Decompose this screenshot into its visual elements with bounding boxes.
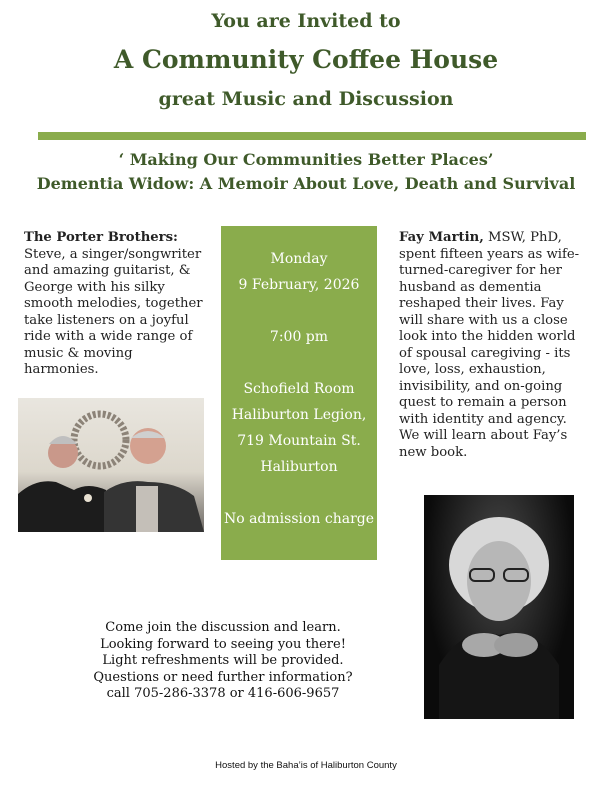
- event-subtitle: great Music and Discussion: [158, 88, 454, 110]
- event-details-box: [221, 226, 377, 560]
- closing-line-3: Light refreshments will be provided.: [102, 653, 344, 669]
- event-room: Schofield Room: [243, 381, 355, 397]
- event-address: 719 Mountain St.: [237, 433, 361, 449]
- host-credit: Hosted by the Baha’is of Haliburton County: [215, 760, 397, 771]
- event-admission: No admission charge: [223, 511, 375, 527]
- closing-line-4: Questions or need further information?: [93, 669, 353, 685]
- speaker-description: [399, 230, 589, 461]
- topic-line-2: Dementia Widow: A Memoir About Love, Death and Survival: [36, 174, 576, 193]
- event-date: 9 February, 2026: [238, 277, 360, 293]
- performers-text: Steve, a singer/songwriter and amazing guitarist, & George with his silky smooth melodies, together take listeners on a joyful ride with a wide range of music & moving harmonies.: [24, 246, 203, 377]
- event-venue: Haliburton Legion,: [231, 407, 367, 423]
- performers-name: The Porter Brothers:: [24, 230, 178, 245]
- invite-heading: You are Invited to: [211, 10, 401, 32]
- closing-message: [88, 620, 358, 703]
- event-time: 7:00 pm: [269, 329, 329, 345]
- fay-martin-photo: [424, 495, 574, 719]
- closing-line-1: Come join the discussion and learn.: [105, 620, 341, 635]
- divider-bar: [38, 132, 586, 140]
- event-title: A Community Coffee House: [113, 45, 499, 74]
- topic-line-1: ‘ Making Our Communities Better Places’: [118, 150, 494, 169]
- contact-phone: call 705-286-3378 or 416-606-9657: [106, 686, 340, 702]
- speaker-text: spent fifteen years as wife-turned-caregiver for her husband as dementia reshaped their lives. Fay will share with us a close look into the hidden world of spousal caregiving - its love, loss, exhaustion, invisibility, and on-going quest to remain a person with identity and agency. We will learn about Fay’s new book.: [399, 246, 580, 460]
- porter-brothers-photo: [18, 398, 204, 532]
- event-town: Haliburton: [260, 459, 338, 475]
- speaker-name: Fay Martin,: [399, 230, 484, 245]
- performers-description: [24, 230, 206, 379]
- closing-line-2: Looking forward to seeing you there!: [100, 636, 346, 652]
- event-day: Monday: [270, 251, 328, 267]
- speaker-credentials: MSW, PhD,: [488, 230, 562, 245]
